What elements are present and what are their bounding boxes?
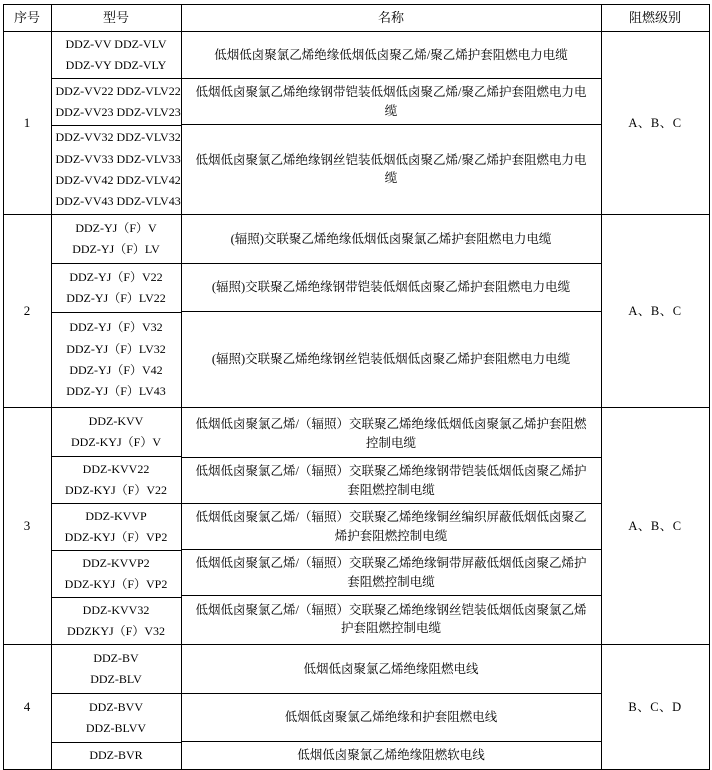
model-group [52,264,181,313]
model-code: DDZ-YJ（F）LV22 [66,291,166,305]
model-group [52,126,181,214]
column-header-name: 名称 [181,5,601,32]
cable-name [182,264,601,312]
cable-name [182,550,601,596]
cable-name-text: 低烟低卤聚氯乙烯绝缘和护套阻燃电线 [284,710,498,725]
row-name-list [181,32,601,215]
cable-name-text: (辐照)交联聚乙烯绝缘钢带铠装低烟低卤聚乙烯护套阻燃电力电缆 [211,280,571,295]
row-serial-number: 3 [3,408,51,645]
model-code: DDZ-VV42 DDZ-VLV42 [55,173,181,187]
cable-name [182,125,601,213]
model-group [52,694,181,743]
model-code: DDZ-VV32 DDZ-VLV32 [55,130,181,145]
cable-name [182,742,601,768]
cable-name [182,33,601,79]
model-code: DDZ-BVR [89,748,143,763]
model-group [52,743,181,769]
table-header-row [3,5,709,32]
model-code: DDZ-VV DDZ-VLV [65,36,167,51]
model-group [52,408,181,457]
cable-name-text: 低烟低卤聚氯乙烯绝缘钢带铠装低烟低卤聚乙烯/聚乙烯护套阻燃电力电缆 [195,85,587,118]
model-group [52,645,181,694]
model-code: DDZ-YJ（F）V42 [69,363,163,377]
cable-name-text: 低烟低卤聚氯乙烯绝缘阻燃软电线 [297,747,485,762]
row-serial-number: 4 [3,645,51,770]
cable-name [182,504,601,550]
cable-name-text: 低烟低卤聚氯乙烯绝缘阻燃电线 [303,662,479,677]
model-code: DDZ-BLVV [85,721,147,735]
model-code: DDZ-VV43 DDZ-VLV43 [55,194,181,209]
model-group [52,79,181,126]
cable-name-text: 低烟低卤聚氯乙烯/（辐照）交联聚乙烯绝缘铜丝编织屏蔽低烟低卤聚乙烯护套阻燃控制电缆 [195,510,587,543]
model-code: DDZ-KVVP2 [82,555,150,570]
model-code: DDZ-KYJ（F）VP2 [64,530,168,544]
row-name-list [181,645,601,770]
model-code: DDZ-VV33 DDZ-VLV33 [55,151,181,166]
model-code: DDZ-YJ（F）V22 [69,269,163,284]
model-code: DDZ-YJ（F）LV32 [66,341,166,356]
cable-name-text: 低烟低卤聚氯乙烯绝缘钢丝铠装低烟低卤聚乙烯/聚乙烯护套阻燃电力电缆 [195,152,587,185]
model-group [52,313,181,407]
cable-name-text: 低烟低卤聚氯乙烯/（辐照）交联聚乙烯绝缘低烟低卤聚氯乙烯护套阻燃控制电缆 [195,417,587,450]
model-group [52,457,181,504]
model-code: DDZ-BV [93,650,139,665]
cable-name [182,216,601,264]
model-group [52,598,181,644]
cable-name [182,312,601,406]
cable-name-text: 低烟低卤聚氯乙烯/（辐照）交联聚乙烯绝缘钢带铠装低烟低卤聚乙烯护套阻燃控制电缆 [195,464,587,497]
row-model-list [51,408,181,645]
cable-name [182,79,601,125]
model-code: DDZ-VV23 DDZ-VLV23 [55,105,181,119]
cable-name [182,694,601,742]
row-flame-grade: B、C、D [601,645,709,770]
model-code: DDZ-BVV [89,699,143,714]
table-row [3,32,709,215]
cable-name-text: 低烟低卤聚氯乙烯/（辐照）交联聚乙烯绝缘钢丝铠装低烟低卤聚氯乙烯护套阻燃控制电缆 [195,602,587,635]
cable-name-text: (辐照)交联聚乙烯绝缘钢丝铠装低烟低卤聚乙烯护套阻燃电力电缆 [211,351,571,366]
model-group [52,551,181,598]
model-code: DDZ-KVV [88,413,144,428]
column-header-model: 型号 [51,5,181,32]
cable-name-text: (辐照)交联聚乙烯绝缘低烟低卤聚氯乙烯护套阻燃电力电缆 [230,232,552,247]
row-flame-grade: A、B、C [601,215,709,408]
row-serial-number: 1 [3,32,51,215]
row-flame-grade: A、B、C [601,32,709,215]
model-code: DDZ-BLV [90,672,142,686]
model-group [52,215,181,264]
model-code: DDZ-KVV32 [82,602,150,617]
model-code: DDZ-VY DDZ-VLY [65,58,167,72]
model-code: DDZ-YJ（F）LV [72,242,160,256]
cable-name-text: 低烟低卤聚氯乙烯绝缘低烟低卤聚乙烯/聚乙烯护套阻燃电力电缆 [214,48,568,63]
model-code: DDZ-YJ（F）V [75,220,157,235]
table-row [3,408,709,645]
model-code: DDZ-KVVP [85,508,147,523]
row-name-list [181,408,601,645]
model-code: DDZ-KYJ（F）VP2 [64,577,168,591]
row-model-list [51,215,181,408]
table-row [3,215,709,408]
table-row [3,645,709,770]
cable-name [182,646,601,694]
column-header-no: 序号 [3,5,51,32]
row-flame-grade: A、B、C [601,408,709,645]
cable-name [182,596,601,642]
row-serial-number: 2 [3,215,51,408]
row-model-list [51,32,181,215]
model-code: DDZ-KYJ（F）V22 [64,483,167,497]
model-code: DDZKYJ（F）V32 [66,624,165,638]
model-code: DDZ-YJ（F）V32 [69,320,163,335]
model-code: DDZ-KVV22 [82,461,150,476]
row-name-list [181,215,601,408]
column-header-grade: 阻燃级别 [601,5,709,32]
model-group [52,32,181,79]
cable-name [182,458,601,504]
model-code: DDZ-KYJ（F）V [70,435,161,449]
model-code: DDZ-YJ（F）LV43 [66,384,166,399]
model-code: DDZ-VV22 DDZ-VLV22 [55,83,181,98]
model-group [52,504,181,551]
cable-spec-table [3,4,710,770]
table-body [3,32,709,770]
row-model-list [51,645,181,770]
cable-name-text: 低烟低卤聚氯乙烯/（辐照）交联聚乙烯绝缘铜带屏蔽低烟低卤聚乙烯护套阻燃控制电缆 [195,556,587,589]
cable-name [182,410,601,458]
